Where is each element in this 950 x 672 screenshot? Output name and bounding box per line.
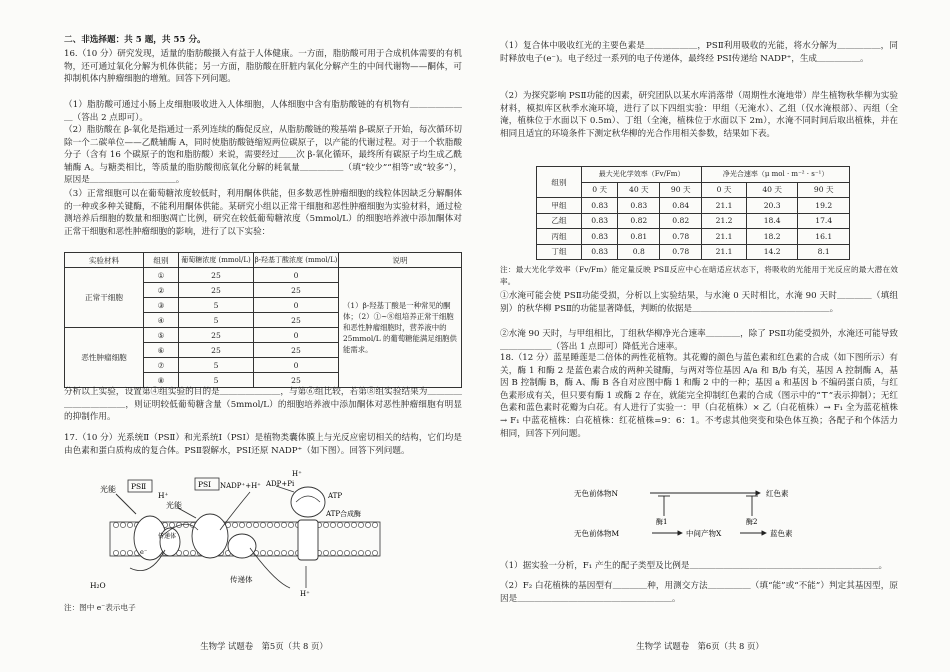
experiment-table: [64, 252, 462, 388]
q18-part2: （2）F₂ 白花植株的基因型有＿＿＿＿种，用测交方法＿＿＿＿＿（填“能”或“不能”）判定其基因型，原因是＿＿＿＿＿＿＿＿＿＿＿＿＿＿＿＿＿＿。: [500, 581, 898, 604]
cell: 0.83: [582, 213, 618, 229]
label-enzyme-2: 酶2: [746, 518, 758, 526]
cell: 19.2: [798, 198, 850, 214]
label-water: H₂O: [90, 581, 106, 590]
cell: 17.4: [798, 213, 850, 229]
label-blue: 蓝色素: [770, 529, 793, 538]
q17-part1: （1）复合体中吸收红光的主要色素是＿＿＿＿＿＿，PSⅡ利用吸收的光能，将水分解为＿＿＿＿＿，同时释放电子(e⁻)。电子经过一系列的电子传递体，最终经 PSⅠ传递给 NADP⁺，生成＿＿＿＿＿。: [500, 41, 898, 64]
q18-intro: 18.（12 分）蓝星睡莲是二倍体的两性花植物。其花瓣的颜色与蓝色素和红色素的合成（如下图所示）有关，酶 1 和酶 2 是蓝色素合成的两种关键酶，与两对等位基因 A/a 和 B/b 有关，基因 A 控制酶 A，基因 B 控制酶 B，酶 A、酶 B 各自对应图中酶 1 和酶 2 中的一种；基因 a 和基因 b 不编码蛋白质，与红色素形成有关，但只要有酶 1 或酶 2 存在，就能完全抑制红色素的合成（图示中的“⊤”表示抑制）；无红色素和蓝色素时花瓣为白花。有人进行了实验一：甲（白花植株）× 乙（白花植株）→ F₁ 全为蓝花植株 → F₁ 中蓝花植株：白花植株：红花植株=9：6：1。不考虑其他突变和染色体互换；各配子和个体活力相同，回答下列问题。: [500, 353, 898, 439]
label-h-plus-bottom: H⁺: [300, 590, 310, 598]
th-day: 40 天: [746, 182, 798, 198]
table-row: [537, 198, 850, 214]
label-atp: ATP: [328, 492, 343, 500]
psi-complex: [192, 514, 228, 558]
th-day: 40 天: [618, 182, 660, 198]
q16-part2: （2）脂肪酸在 β-氧化是指通过一系列连续的酶促反应，从脂肪酸链的羧基端 β-碳原子开始，每次循环切除一个二碳单位——乙酰辅酶 A，同时使脂肪酸链缩短两位碳原子，以产能的代谢过程。对于一个软脂酸分子（含有 16 个碳原子的饱和脂肪酸）来说，需要经过＿＿次 β-氧化循环，最终所有碳原子均生成乙酰辅酶 A。与糖类相比，等质量的脂肪酸彻底氧化分解的耗氧量＿＿＿＿＿（填“较少”“相等”或“较多”），原因是＿＿＿＿＿＿＿＿＿＿。: [64, 125, 462, 186]
label-electron: e⁻: [140, 548, 148, 556]
flood-table: [536, 166, 850, 260]
cell: 甲组: [537, 198, 582, 214]
cell: 0.84: [660, 198, 702, 214]
cell: 21.1: [702, 198, 747, 214]
label-atp-synthase: ATP合成酶: [326, 510, 362, 518]
table-row: [537, 213, 850, 229]
cell: 0.8: [618, 244, 660, 260]
th-day: 90 天: [660, 182, 702, 198]
cell: 14.2: [746, 244, 798, 260]
cell: ⑦: [144, 358, 179, 373]
label-h-plus-top: H⁺: [292, 470, 302, 478]
label-psii: PSⅡ: [131, 482, 147, 491]
label-intermediate: 中间产物X: [686, 529, 722, 538]
th-fvfm: 最大光化学效率（Fv/Fm）: [582, 167, 702, 183]
cell: ⑤: [144, 328, 179, 343]
cell: 乙组: [537, 213, 582, 229]
table-row: [537, 229, 850, 245]
cell: 25: [179, 268, 254, 283]
cell: ②: [144, 283, 179, 298]
pigment-pathway: [560, 480, 860, 550]
q17-part2: （2）为探究影响 PSⅡ功能的因素，研究团队以某水库消落带（周期性水淹地带）岸生植物秋华柳为实验材料，模拟库区秋季水淹环境，进行了以下四组实验：甲组（无淹水）、乙组（仅水淹根部）、丙组（全淹，植株位于水面以下 0.5m）、丁组（全淹，植株位于水面以下 2m），水淹不同时间后取出植株，并在相同且适宜的环境条件下测定秋华柳的光合作用相关参数，结果如下表。: [500, 91, 898, 139]
cell: 丁组: [537, 244, 582, 260]
q17-part2b: ②水淹 90 天时，与甲组相比，丁组秋华柳净光合速率＿＿＿＿，除了 PSⅡ功能受损外，水淹还可能导致＿＿＿＿＿＿（答出 1 点即可）降低光合速率。: [500, 329, 898, 352]
cell: 0.83: [582, 198, 618, 214]
cell: ③: [144, 298, 179, 313]
cell: 21.2: [702, 213, 747, 229]
group-tumor: 恶性肿瘤细胞: [65, 328, 144, 388]
left-page: [64, 0, 464, 672]
cell: ④: [144, 313, 179, 328]
q17-part2a: ①水淹可能会使 PSⅡ功能受损，分析以上实验结果，与水淹 0 天时相比，水淹 90 天时＿＿＿＿（填组别）的秋华柳 PSⅡ的功能显著降低，判断的依据是＿＿＿＿＿＿＿＿＿＿＿＿＿＿＿＿。: [500, 291, 898, 314]
diagram-note: 注：图中 e⁻表示电子: [64, 603, 136, 612]
carrier-2: [228, 534, 256, 558]
cell: 丙组: [537, 229, 582, 245]
th-group: 组别: [537, 167, 582, 198]
label-light-2: 光能: [166, 501, 182, 510]
label-precursor-n: 无色前体物N: [574, 489, 619, 498]
section-header: 二、非选择题：共 5 题，共 55 分。: [64, 35, 206, 45]
page-footer-5: 生物学 试题卷 第5页（共 8 页）: [200, 641, 328, 651]
cell: ⑥: [144, 343, 179, 358]
label-psi: PSⅠ: [198, 480, 212, 489]
cell: 0.83: [618, 198, 660, 214]
group-normal: 正常干细胞: [65, 268, 144, 328]
cell: 0.78: [660, 244, 702, 260]
th-day: 0 天: [702, 182, 747, 198]
cell: 8.1: [798, 244, 850, 260]
thylakoid-diagram: [70, 470, 400, 598]
label-light-1: 光能: [100, 485, 116, 494]
cell: 5: [179, 373, 254, 388]
th-day: 0 天: [582, 182, 618, 198]
table-note: （1）β-羟基丁酸是一种常见的酮体；（2）①~⑧组培养正常干细胞和恶性肿瘤细胞时，营养液中的 25mmol/L 的葡萄糖能满足细胞供能需求。: [339, 268, 462, 388]
cell: 25: [179, 343, 254, 358]
cell: 16.1: [798, 229, 850, 245]
cell: 21.1: [702, 229, 747, 245]
cell: 0.81: [618, 229, 660, 245]
cell: 0.82: [618, 213, 660, 229]
table2-note: 注：最大光化学效率（Fv/Fm）能定量反映 PSⅡ反应中心在暗适应状态下，将吸收的光能用于光反应的最大潜在效率。: [500, 265, 898, 286]
cell: 25: [179, 328, 254, 343]
cell: 25: [254, 313, 339, 328]
cell: ①: [144, 268, 179, 283]
q16-part1: （1）脂肪酸可通过小肠上皮细胞吸收进入人体细胞，人体细胞中含有脂肪酸链的有机物有＿＿＿＿＿＿＿（答出 2 点即可）。: [64, 100, 462, 123]
cell: 18.4: [746, 213, 798, 229]
th-glucose: 葡萄糖浓度 (mmol/L): [179, 253, 254, 268]
cell: 25: [254, 343, 339, 358]
th-day: 90 天: [798, 182, 850, 198]
label-adp: ADP+Pi: [266, 480, 295, 488]
cell: 25: [254, 373, 339, 388]
th-rate: 净光合速率（μ mol · m⁻² · s⁻¹）: [702, 167, 850, 183]
label-precursor-m: 无色前体物M: [574, 529, 620, 538]
cell: 18.2: [746, 229, 798, 245]
cell: 0: [254, 268, 339, 283]
q17-intro: 17.（10 分）光系统Ⅱ（PSⅡ）和光系统Ⅰ（PSⅠ）是植物类囊体膜上与光反应密切相关的结构，它们均是由色素和蛋白质构成的复合体。PSⅡ裂解水，PSⅠ还原 NADP⁺（如下图）。回答下列问题。: [64, 433, 462, 456]
page-footer-6: 生物学 试题卷 第6页（共 8 页）: [636, 641, 764, 651]
light-arrows: [116, 494, 196, 518]
q16-analysis: 分析以上实验，设置第④组实验的目的是＿＿＿＿＿＿＿，与第⑥组比较，若第⑧组实验结果为＿＿＿＿＿＿＿＿＿＿＿，则证明较低葡萄糖含量（5mmol/L）的细胞培养液中添加酮体对恶性肿瘤细胞有明显的抑制作用。: [64, 387, 462, 423]
cell: 0: [254, 328, 339, 343]
cell: 0: [254, 298, 339, 313]
cell: 0.83: [582, 229, 618, 245]
label-carrier-2: 传递体: [230, 575, 253, 584]
label-enzyme-1: 酶1: [656, 518, 668, 526]
th-bhb: β-羟基丁酸浓度 (mmol/L): [254, 253, 339, 268]
label-red: 红色素: [766, 489, 789, 498]
q18-part1: （1）据实验一分析，F₁ 产生的配子类型及比例是＿＿＿＿＿＿＿＿＿＿＿＿＿＿＿＿＿＿＿＿＿＿。: [500, 561, 888, 571]
cell: 0.78: [660, 229, 702, 245]
cell: 5: [179, 358, 254, 373]
right-page: [500, 0, 900, 672]
cell: ⑧: [144, 373, 179, 388]
cell: 25: [179, 283, 254, 298]
th-group: 组别: [144, 253, 179, 268]
th-material: 实验材料: [65, 253, 144, 268]
cell: 21.1: [702, 244, 747, 260]
table-row: [537, 244, 850, 260]
cell: 0.82: [660, 213, 702, 229]
label-nadp: NADP⁺+H⁺: [220, 482, 261, 490]
th-note: 说明: [339, 253, 462, 268]
cell: 5: [179, 298, 254, 313]
cell: 25: [254, 283, 339, 298]
cell: 0.83: [582, 244, 618, 260]
q16-part3: （3）正常细胞可以在葡萄糖浓度较低时，利用酮体供能，但多数恶性肿瘤细胞的线粒体因缺乏分解酮体的一种或多种关键酶，不能利用酮体供能。某研究小组以正常干细胞和恶性肿瘤细胞为实验材料，通过检测培养后细胞的数量和细胞凋亡比例，研究在较低葡萄糖浓度（5mmol/L）的细胞培养液中添加酮体对正常干细胞和恶性肿瘤细胞的影响，进行了以下实验：: [64, 189, 462, 237]
cell: 20.3: [746, 198, 798, 214]
label-h-plus-1: H⁺: [158, 491, 169, 500]
cell: 5: [179, 313, 254, 328]
cell: 0: [254, 358, 339, 373]
q16-intro: 16.（10 分）研究发现，适量的脂肪酸摄入有益于人体健康。一方面，脂肪酸可用于合成机体需要的有机物，还可通过氧化分解为机体供能；另一方面，脂肪酸在肝脏内氧化分解产生的中间代谢物——酮体，可抑制机体内肿瘤细胞的增殖。回答下列问题。: [64, 49, 462, 85]
label-carrier-1: 传递体: [158, 533, 177, 540]
